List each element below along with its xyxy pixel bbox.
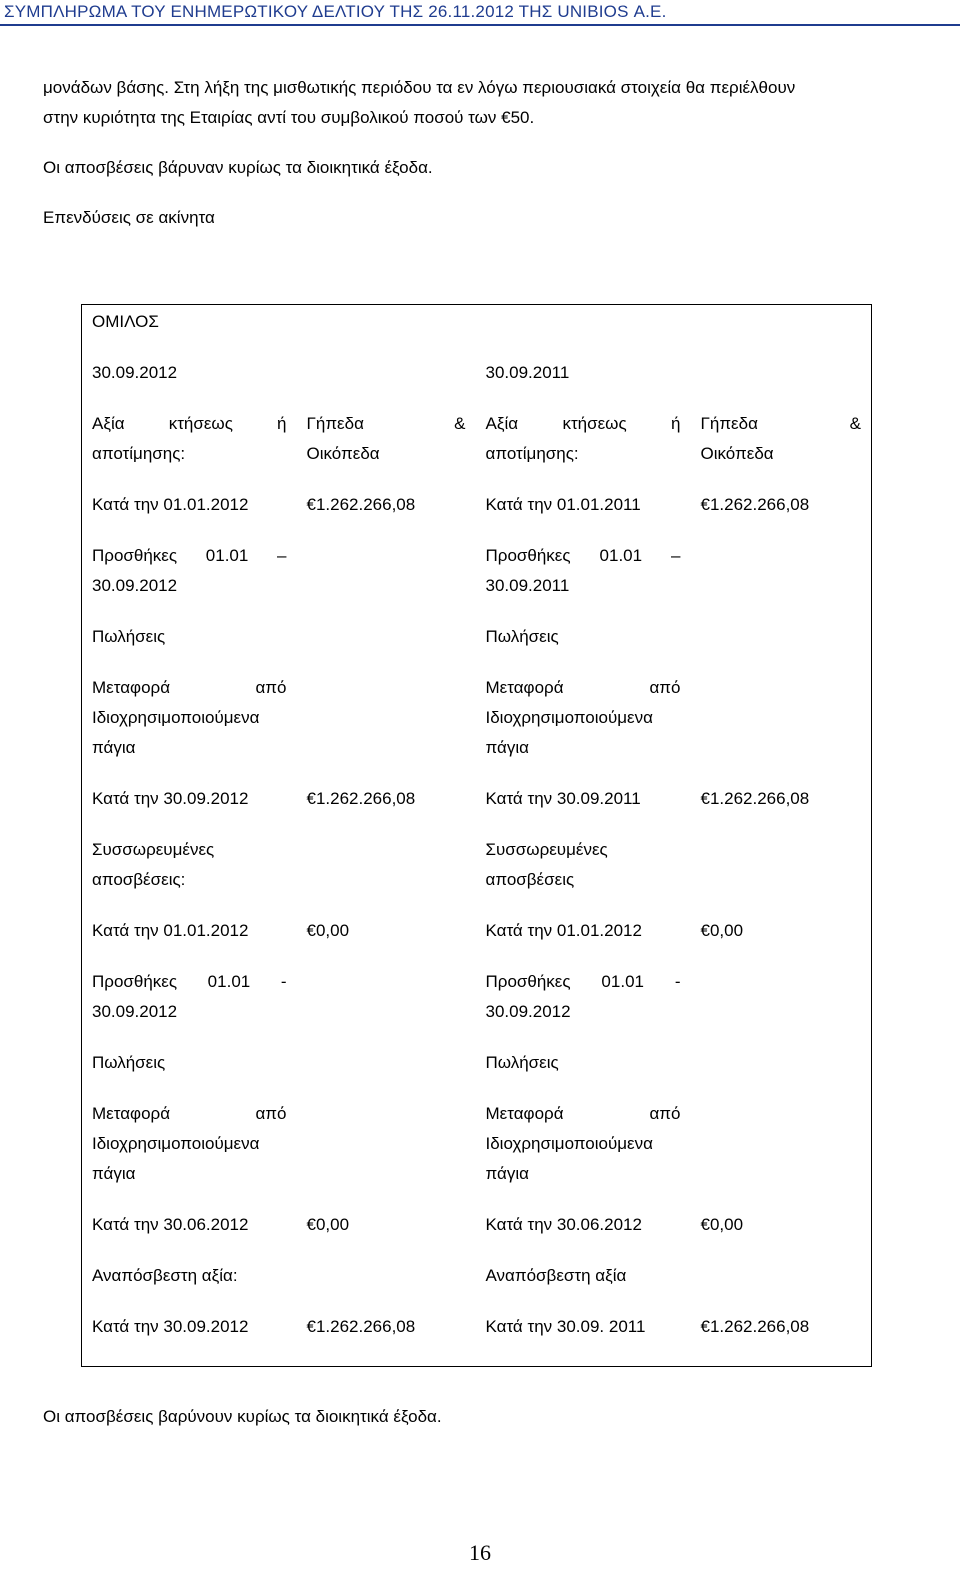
net-book-value-label-left: Αναπόσβεστη αξία: [92,1266,238,1285]
depreciation-closing-value-left: €0,00 [306,1215,350,1234]
transfer-label-2011: Μεταφορά από Ιδιοχρησιμοποιούμενα πάγια [485,678,681,757]
table-row-additions [82,541,872,601]
additions-label-2012: Προσθήκες 01.01 – 30.09.2012 [92,546,287,595]
table-row-transfer [82,673,872,763]
opening-balance-label-2011: Κατά την 01.01.2011 [485,495,641,514]
table-row-periods [82,358,872,388]
accumulated-depreciation-label-2012: Συσσωρευμένες αποσβέσεις: [92,840,215,889]
table-row-column-headers [82,409,872,469]
net-book-value-date-right: Κατά την 30.09. 2011 [485,1317,646,1336]
depreciation-closing-label-left: Κατά την 30.06.2012 [92,1215,249,1234]
table-row-accumulated-depreciation [82,835,872,895]
depreciation-opening-value-right: €0,00 [700,921,744,940]
table-row-depreciation-opening [82,916,872,946]
land-header-2012: Γήπεδα & Οικόπεδα [306,414,466,463]
depreciation-sales-label-left: Πωλήσεις [92,1053,166,1072]
table-row-opening-balance [82,490,872,520]
opening-balance-value-2011: €1.262.266,08 [700,495,810,514]
acquisition-value-header-2012: Αξία κτήσεως ή αποτίμησης: [92,414,287,463]
acquisition-value-header-2011: Αξία κτήσεως ή αποτίμησης: [485,414,681,463]
table-row-depreciation-additions [82,967,872,1027]
group-label: ΟΜΙΛΟΣ [92,312,159,331]
page-number: 16 [469,1540,491,1565]
table-row-closing-balance [82,784,872,814]
transfer-label-2012: Μεταφορά από Ιδιοχρησιμοποιούμενα πάγια [92,678,287,757]
land-header-2011: Γήπεδα & Οικόπεδα [700,414,862,463]
table-row-group [82,305,872,338]
closing-balance-value-2011: €1.262.266,08 [700,789,810,808]
intro-paragraph-line-2: στην κυριότητα της Εταιρίας αντί του συμβολικού ποσού των €50. [43,108,535,127]
closing-note: Οι αποσβέσεις βαρύνουν κυρίως τα διοικητικά έξοδα. [43,1407,442,1426]
closing-balance-label-2011: Κατά την 30.09.2011 [485,789,641,808]
sales-label-2012: Πωλήσεις [92,627,166,646]
depreciation-closing-value-right: €0,00 [700,1215,744,1234]
net-book-value-date-left: Κατά την 30.09.2012 [92,1317,249,1336]
net-book-value-amount-left: €1.262.266,08 [306,1317,416,1336]
table-row-depreciation-closing [82,1210,872,1240]
table-row-depreciation-sales [82,1048,872,1078]
table-row-net-book-value [82,1312,872,1342]
net-book-value-label-right: Αναπόσβεστη αξία [485,1266,627,1285]
depreciation-transfer-label-left: Μεταφορά από Ιδιοχρησιμοποιούμενα πάγια [92,1104,287,1183]
intro-paragraph-line-1: μονάδων βάσης. Στη λήξη της μισθωτικής περιόδου τα εν λόγω περιουσιακά στοιχεία θα περιέλθουν [43,78,796,97]
period-2011-header: 30.09.2011 [485,363,570,382]
opening-balance-label-2012: Κατά την 01.01.2012 [92,495,249,514]
depreciation-transfer-label-right: Μεταφορά από Ιδιοχρησιμοποιούμενα πάγια [485,1104,681,1183]
table-row-sales [82,622,872,652]
period-2012-header: 30.09.2012 [92,363,178,382]
depreciation-opening-value-left: €0,00 [306,921,350,940]
accumulated-depreciation-label-2011: Συσσωρευμένες αποσβέσεις [485,840,608,889]
closing-balance-value-2012: €1.262.266,08 [306,789,416,808]
table-row-depreciation-transfer [82,1099,872,1189]
depreciation-note: Οι αποσβέσεις βάρυναν κυρίως τα διοικητικά έξοδα. [43,158,433,177]
document-header-title: ΣΥΜΠΛΗΡΩΜΑ ΤΟΥ ΕΝΗΜΕΡΩΤΙΚΟΥ ΔΕΛΤΙΟΥ ΤΗΣ 26.11.2012 ΤΗΣ UNIBIOS Α.Ε. [4,2,667,21]
closing-balance-label-2012: Κατά την 30.09.2012 [92,789,249,808]
additions-label-2011: Προσθήκες 01.01 – 30.09.2011 [485,546,681,595]
investment-property-table [81,304,872,1367]
depreciation-opening-label-left: Κατά την 01.01.2012 [92,921,249,940]
header-divider [0,24,960,26]
depreciation-additions-label-left: Προσθήκες 01.01 - 30.09.2012 [92,972,287,1021]
depreciation-additions-label-right: Προσθήκες 01.01 - 30.09.2012 [485,972,681,1021]
sales-label-2011: Πωλήσεις [485,627,559,646]
depreciation-opening-label-right: Κατά την 01.01.2012 [485,921,642,940]
additions-value-2011 [691,541,872,601]
depreciation-sales-label-right: Πωλήσεις [485,1053,559,1072]
section-heading-investment-property: Επενδύσεις σε ακίνητα [43,208,215,227]
opening-balance-value-2012: €1.262.266,08 [306,495,416,514]
table-row-net-book-value-header [82,1261,872,1291]
net-book-value-amount-right: €1.262.266,08 [700,1317,810,1336]
depreciation-closing-label-right: Κατά την 30.06.2012 [485,1215,642,1234]
additions-value-2012 [297,541,476,601]
